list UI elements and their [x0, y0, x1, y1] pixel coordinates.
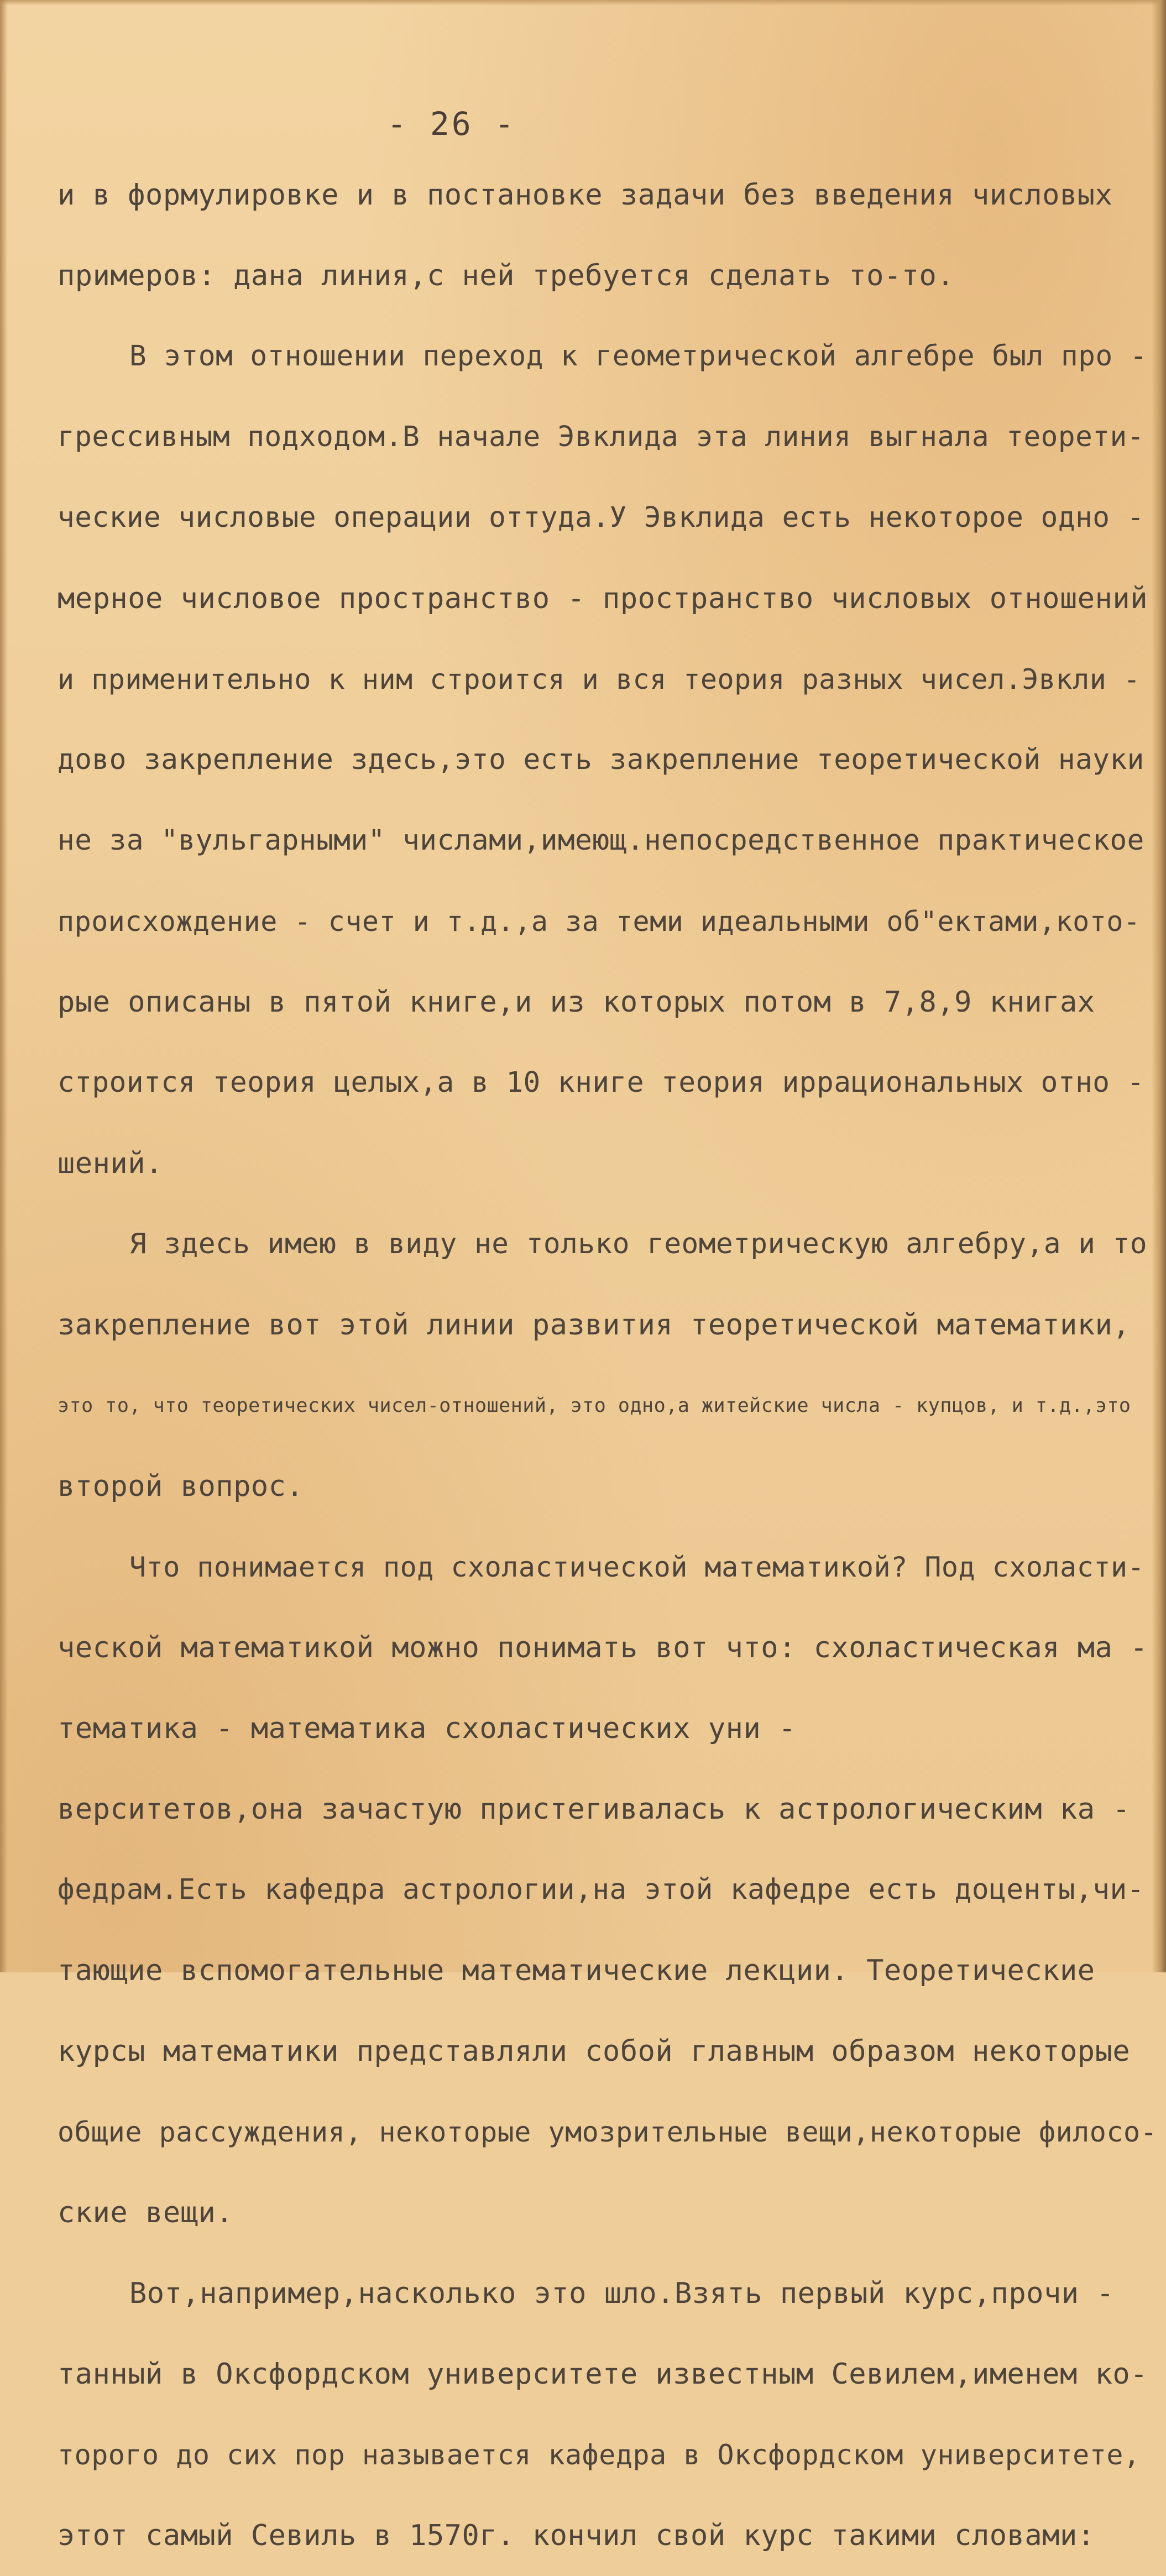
text-line: дово закрепление здесь,это есть закрепление теоретической науки	[57, 744, 1144, 776]
text-line: и применительно к ним строится и вся теория разных чисел.Эвкли -	[57, 663, 1141, 695]
text-line: общие рассуждения, некоторые умозрительные вещи,некоторые филосо-	[57, 2116, 1158, 2148]
text-line: торого до сих пор называется кафедра в Оксфордском университете,	[57, 2439, 1141, 2471]
text-line: курсы математики представляли собой главным образом некоторые	[57, 2035, 1131, 2068]
text-line: это то, что теоретических чисел-отношений, это одно,а житейские числа - купцов, и т.д.,это	[57, 1395, 1131, 1417]
text-line: примеров: дана линия,с ней требуется сделать то-то.	[57, 259, 955, 292]
typewritten-body	[57, 155, 1158, 2576]
text-line: Что понимается под схоластической математикой? Под схоласти-	[129, 1551, 1145, 1583]
text-line: Вот,например,насколько это шло.Взять первый курс,прочи -	[129, 2277, 1115, 2310]
text-line: этот самый Севиль в 1570г. кончил свой курс такими словами:	[57, 2519, 1095, 2552]
text-line: и в формулировке и в постановке задачи без введения числовых	[57, 179, 1113, 212]
page-number: - 26 -	[387, 105, 516, 143]
text-line: шений.	[57, 1147, 163, 1180]
text-line: грессивным подходом.В начале Эвклида эта линия выгнала теорети-	[57, 421, 1144, 453]
text-line: танный в Оксфордском университете известным Севилем,именем ко-	[57, 2358, 1148, 2391]
text-line: происхождение - счет и т.д.,а за теми идеальными об"ектами,кото-	[57, 905, 1141, 938]
text-line: ческой математикой можно понимать вот что: схоластическая ма -	[57, 1631, 1148, 1664]
paper-top-edge	[0, 0, 1166, 6]
text-line: тающие вспомогательные математические лекции. Теоретические	[57, 1954, 1095, 1987]
text-line: В этом отношении переход к геометрической алгебре был про -	[129, 340, 1148, 373]
text-line: Я здесь имею в виду не только геометрическую алгебру,а и то	[129, 1228, 1148, 1260]
text-line: тематика - математика схоластических уни -	[57, 1712, 796, 1745]
text-line: федрам.Есть кафедра астрологии,на этой кафедре есть доценты,чи-	[57, 1873, 1144, 1906]
text-line: верситетов,она зачастую пристегивалась к астрологическим ка -	[57, 1793, 1131, 1826]
text-line: мерное числовое пространство - пространство числовых отношений	[57, 582, 1148, 615]
text-line: строится теория целых,а в 10 книге теория иррациональных отно -	[57, 1066, 1144, 1099]
text-line: рые описаны в пятой книге,и из которых потом в 7,8,9 книгах	[57, 986, 1095, 1019]
text-line: ские вещи.	[57, 2196, 234, 2229]
text-line: ческие числовые операции оттуда.У Эвклида есть некоторое одно -	[57, 501, 1144, 534]
text-line: закрепление вот этой линии развития теоретической математики,	[57, 1308, 1131, 1342]
paper-left-edge	[0, 0, 8, 1972]
text-line: второй вопрос.	[57, 1470, 304, 1503]
text-line: не за "вульгарными" числами,имеющ.непосредственное практическое	[57, 824, 1144, 857]
